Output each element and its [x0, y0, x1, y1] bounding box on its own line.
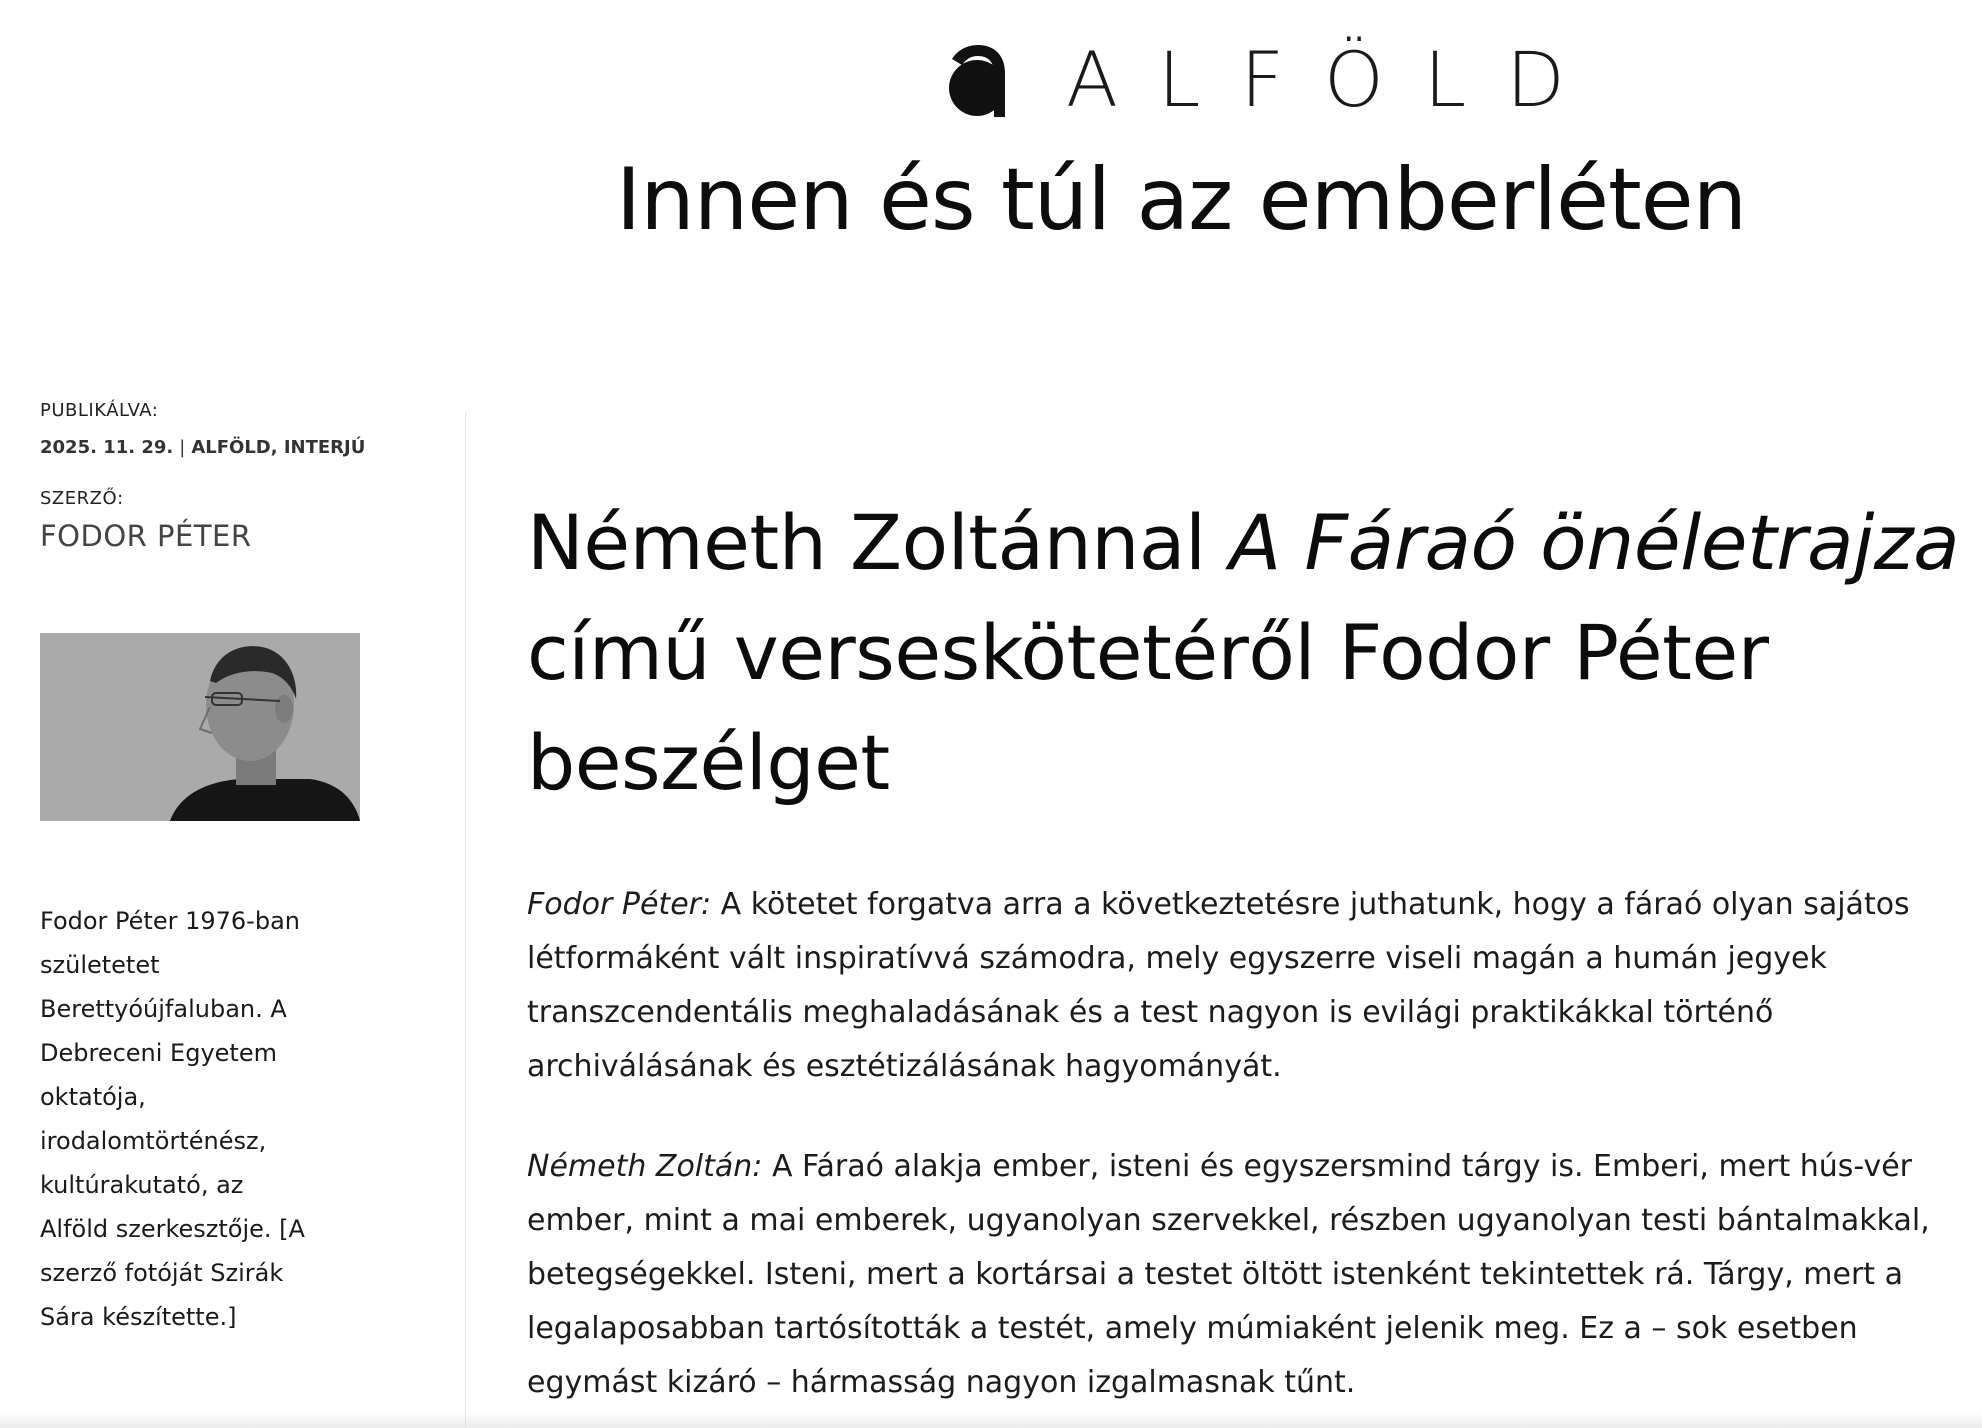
author-photo — [40, 633, 360, 821]
article-sidebar — [40, 400, 420, 1363]
author-label: SZERZŐ: — [40, 488, 124, 509]
brand-logo-link[interactable] — [948, 35, 1605, 124]
author-name-link[interactable]: FODOR PÉTER — [40, 519, 252, 553]
article-title-book: A Fáraó önéletrajza — [1229, 498, 1960, 587]
published-meta — [40, 437, 420, 458]
category-links[interactable]: ALFÖLD, INTERJÚ — [191, 437, 366, 458]
site-title: Innen és túl az emberléten — [615, 150, 1747, 250]
paragraph-text: A Fáraó alakja ember, isteni és egyszersmind tárgy is. Emberi, mert hús-vér ember, mint a mai emberek, ugyanolyan szervekkel, részben ugyanolyan testi bántalmakkal, betegségekkel. Isteni, mert a kortársai a testet öltött istenként tekintettek rá. Tárgy, mert a legalaposabban tartósították a testét, amely múmiaként jelenik meg. Ez a – sok esetben egymást kizáró – hármasság nagyon izgalmasnak tűnt. — [527, 1149, 1930, 1400]
brand-name: ALFÖLD — [1066, 35, 1605, 124]
interview-question — [527, 878, 1967, 1094]
alfold-a-logo-icon — [948, 43, 1018, 117]
author-portrait-image — [40, 633, 360, 821]
article-title-part1: Németh Zoltánnal — [527, 498, 1230, 587]
speaker-name: Németh Zoltán: — [527, 1149, 763, 1184]
meta-separator: | — [179, 437, 186, 458]
author-bio: Fodor Péter 1976-ban születetet Berettyóújfaluban. A Debreceni Egyetem oktatója, irodalomtörténész, kultúrakutató, az Alföld szerkesztője. [A szerző fotóját Szirák Sára készítette.] — [40, 907, 305, 1331]
article-title-part2: című verseskötetéről Fodor Péter beszélget — [527, 608, 1769, 807]
article-content — [527, 488, 1967, 1410]
published-date: 2025. 11. 29. — [40, 437, 174, 458]
interview-answer — [527, 1140, 1967, 1410]
published-label: PUBLIKÁLVA: — [40, 400, 159, 421]
article-title — [527, 488, 1967, 818]
speaker-name: Fodor Péter: — [527, 887, 712, 922]
paragraph-text: A kötetet forgatva arra a következtetésre juthatunk, hogy a fáraó olyan sajátos létformáként vált inspiratívvá számodra, mely egyszerre viseli magán a humán jegyek transzcendentális meghaladásának és a test nagyon is evilági praktikákkal történő archiválásának és esztétizálásának hagyományát. — [527, 887, 1910, 1084]
bottom-fade — [0, 1412, 1982, 1428]
column-divider — [465, 412, 466, 1428]
